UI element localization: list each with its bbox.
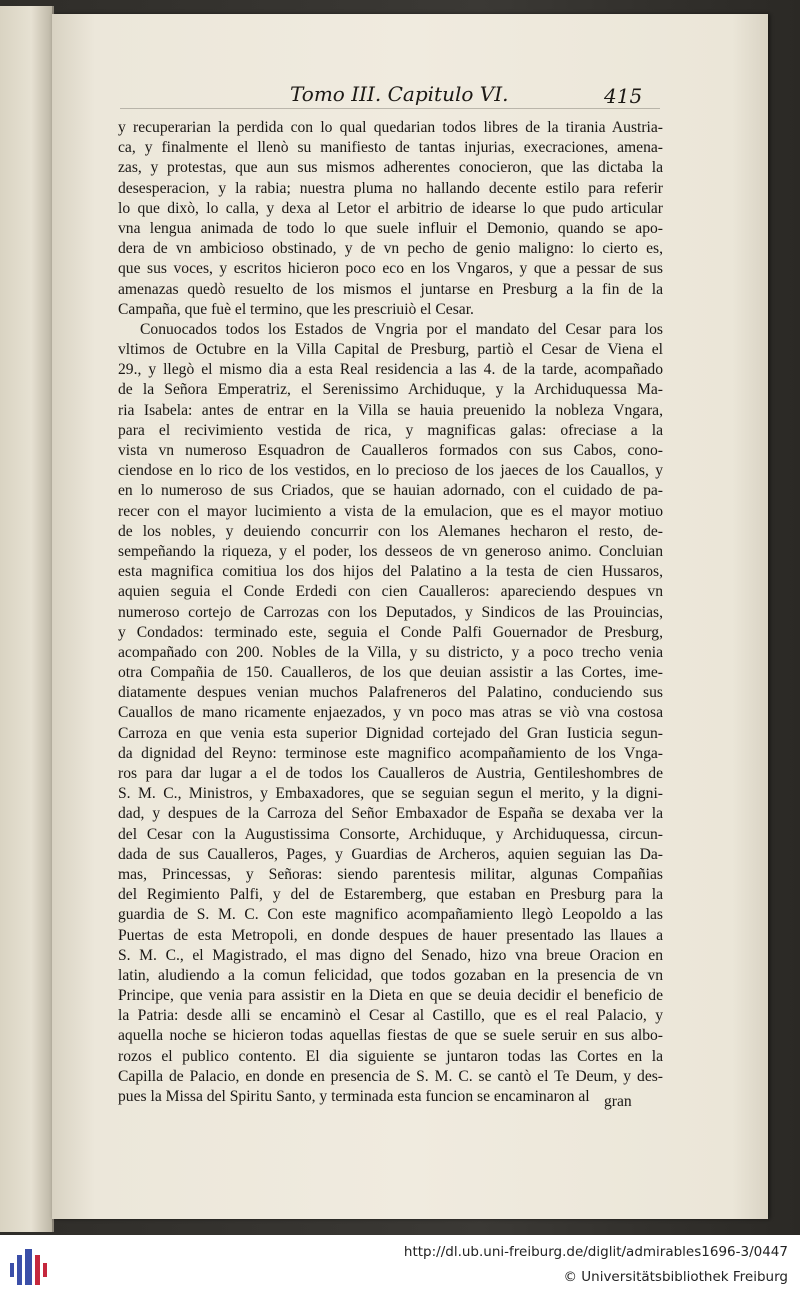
text-line: del Regimiento Palfi, y del de Estaremberg, que estaban en Presburg para la [118, 886, 663, 904]
text-line: acompañado con 200. Nobles de la Villa, y su districto, y a poco trecho venia [118, 643, 663, 661]
text-line: sempeñando la riqueza, y el poder, los desseos de vn generoso animo. Concluian [118, 542, 663, 560]
text-line: para el recivimiento vestida de rica, y magnificas galas: ofreciase a la [118, 421, 663, 439]
text-line: dad, y despues de la Carroza del Señor Embaxador de España se dexaba ver la [118, 805, 663, 823]
facing-page-edge [0, 6, 54, 1232]
text-line: de la Señora Emperatriz, el Serenissimo Archiduque, y la Archiduquessa Ma- [118, 381, 663, 399]
text-line: vista vn numeroso Esquadron de Caualleros formados con sus Cabos, cono- [118, 442, 663, 459]
page-number: 415 [604, 84, 643, 108]
text-line: esta magnifica comitiua los dos hijos del Palatino a la testa de cien Hussaros, [118, 563, 663, 581]
text-line: 29., y llegò el mismo dia a esta Real residencia a las 4. de la tarde, acompañado [118, 361, 663, 379]
text-line: dera de vn ambicioso obstinado, y de vn pecho de genio maligno: lo cierto es, [118, 240, 663, 258]
text-line: Campaña, que fuè el termino, que les prescriuiò el Cesar. [118, 300, 474, 318]
text-line: numeroso cortejo de Carrozas con los Deputados, y Sindicos de las Prouincias, [118, 603, 663, 621]
text-line: Carroza en que venia esta superior Dignidad cortejado del Gran Iusticia segun- [118, 724, 663, 742]
text-line: S. M. C., Ministros, y Embaxadores, que se seguian segun el merito, y la digni- [118, 785, 663, 803]
text-line: ca, y finalmente el llenò su manifiesto de tantas injurias, execraciones, amena- [118, 139, 663, 157]
text-line: latin, aludiendo a la comun felicidad, que todos gozaban en la presencia de vn [118, 966, 663, 984]
text-line: diatamente despues venian muchos Palafreneros del Palatino, conduciendo sus [118, 684, 663, 702]
text-line: desesperacion, y la rabia; nuestra pluma no hallando decente estilo para referir [118, 179, 663, 197]
text-line: aquien seguia el Conde Erdedi con cien Caualleros: apareciendo despues vn [118, 583, 663, 601]
text-line: guardia de S. M. C. Con este magnifico acompañamiento llegò Leopoldo a las [118, 906, 663, 924]
viewer-footer [0, 1235, 800, 1293]
text-line: aquella noche se hicieron todas aquellas fiestas de que se suele seruir en sus albo- [118, 1027, 663, 1045]
text-line: S. M. C., el Magistrado, el mas digno del Senado, hizo vna breue Oracion en [118, 946, 663, 964]
text-line: da dignidad del Reyno: terminose este magnifico acompañamiento de los Vnga- [118, 744, 663, 762]
text-line: otra Compañia de 150. Caualleros, de los que deuian assistir a las Cortes, ime- [118, 664, 663, 682]
text-line: lo que dixò, lo calla, y dexa al Letor el arbitrio de idearse lo que pudo articular [118, 199, 663, 217]
text-line: amenazas quedò resuelto de los mismos el juntarse en Presburg a la fin de la [118, 280, 663, 298]
text-line: Puertas de esta Metropoli, en donde despues de hauer presentado las llaues a [118, 926, 663, 944]
text-line: rozos el publico contento. El dia siguiente se juntaron todas las Cortes en la [118, 1047, 663, 1065]
text-line: vltimos de Octubre en la Villa Capital de Presburg, partiò el Cesar de Viena el [118, 341, 663, 359]
text-line: Principe, que venia para assistir en la Dieta en que se deuia decidir el beneficio de [118, 987, 663, 1005]
running-head: Tomo III. Capitulo VI. [290, 82, 509, 106]
text-line: Cauallos de mano ricamente enjaezados, y vn poco mas atras se viò vna costosa [118, 704, 663, 722]
text-line: que sus voces, y escritos hicieron poco eco en los Vngaros, y que a pessar de sus [118, 260, 663, 278]
text-line: la Patria: desde alli se encaminò el Cesar al Castillo, que es el real Palacio, y [118, 1007, 663, 1025]
text-line: y Condados: terminado este, seguia el Conde Palfi Gouernador de Presburg, [118, 623, 663, 641]
text-line: zas, y protestas, que aun sus mismos adherentes conocieron, que las dictaba la [118, 159, 663, 177]
university-logo-icon [10, 1247, 50, 1287]
text-line: pues la Missa del Spiritu Santo, y terminada esta funcion se encaminaron al [118, 1088, 590, 1105]
text-line: del Cesar con la Augustissima Consorte, Archiduque, y Archiduquessa, circun- [118, 825, 663, 843]
text-line: recer con el mayor lucimiento a vista de la emulacion, que es el mayor motiuo [118, 502, 663, 520]
copyright-notice: © Universitätsbibliothek Freiburg [563, 1269, 788, 1285]
catchword: gran [604, 1093, 632, 1110]
text-line: y recuperarian la perdida con lo qual quedarian todos libres de la tirania Austria- [118, 119, 663, 136]
text-line: de los nobles, y deuiendo concurrir con los Alemanes hecharon el resto, de- [118, 522, 663, 540]
text-line: mas, Princessas, y Señoras: siendo parentesis militar, algunas Compañias [118, 865, 663, 883]
text-line: en lo numeroso de sus Criados, que se hauian adornado, con el cuidado de pa- [118, 482, 663, 500]
body-text [118, 118, 663, 1107]
text-line: ciendose en lo rico de los vestidos, en lo precioso de los jaeces de los Cauallos, y [118, 462, 663, 480]
text-line: dada de sus Caualleros, Pages, y Guardias de Archeros, aquien seguian las Da- [118, 845, 663, 863]
text-line: Capilla de Palacio, en donde en presencia de S. M. C. se cantò el Te Deum, y des- [118, 1067, 663, 1085]
text-line: Conuocados todos los Estados de Vngria por el mandato del Cesar para los [140, 320, 663, 338]
text-line: ria Isabela: antes de entrar en la Villa se hauia preuenido la nobleza Vngara, [118, 401, 663, 419]
header-rule [120, 108, 660, 109]
text-line: ros para dar lugar a el de todos los Caualleros de Austria, Gentileshombres de [118, 765, 663, 782]
text-line: vna lengua animada de todo lo que suele influir el Demonio, quando se apo- [118, 219, 663, 237]
permalink-link[interactable]: http://dl.ub.uni-freiburg.de/diglit/admirables1696-3/0447 [403, 1244, 788, 1260]
